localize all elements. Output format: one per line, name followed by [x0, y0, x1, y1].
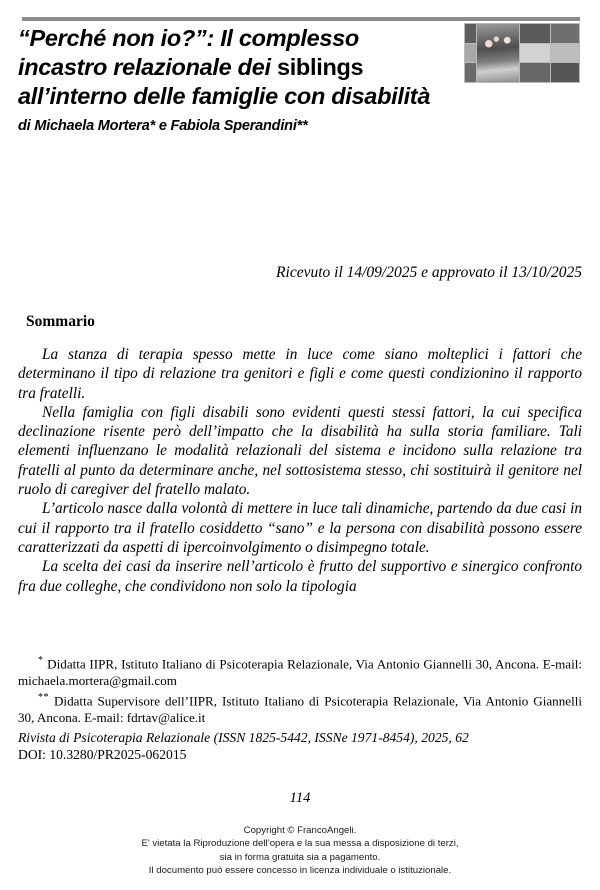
footnote-marker: ** — [38, 691, 49, 703]
received-approved-line: Ricevuto il 14/09/2025 e approvato il 13/10/2025 — [276, 264, 582, 281]
abstract-paragraph: La stanza di terapia spesso mette in luce come siano molteplici i fattori che determinano il tipo di relazione tra genitori e figli e come questi condizionino il rapporto tra fratelli. — [18, 346, 582, 402]
journal-citation: Rivista di Psicoterapia Relazionale (ISSN 1825-5442, ISSNe 1971-8454), 2025, 62 — [18, 730, 469, 745]
title-block — [18, 24, 582, 136]
copyright-line: E' vietata la Riproduzione dell’opera e la sua messa a disposizione di terzi, — [141, 838, 459, 850]
header-rule — [22, 17, 580, 21]
footnotes-block — [18, 653, 582, 726]
page-number: 114 — [289, 790, 311, 806]
footnote-item — [18, 690, 582, 727]
footnote-text: Didatta Supervisore dell’IIPR, Istituto Italiano di Psicoterapia Relazionale, Via Antonio Giannelli 30, Ancona. E-mail: fdrtav@alice.it — [18, 692, 582, 725]
abstract-heading: Sommario — [26, 313, 95, 330]
abstract-paragraph: L’articolo nasce dalla volontà di mettere in luce tali dinamiche, partendo da due casi in cui il rapporto tra il fratello cosiddetto “sano” e la persona con disabilità possono essere caratterizzati da aspetti di ipercoinvolgimento o disimpegno totale. — [18, 500, 582, 556]
footnote-text: Didatta IIPR, Istituto Italiano di Psicoterapia Relazionale, Via Antonio Giannelli 30, Ancona. E-mail: michaela.mortera@gmail.com — [18, 656, 582, 688]
journal-info-block — [18, 729, 582, 763]
article-byline: di Michaela Mortera* e Fabiola Sperandini** — [18, 118, 308, 134]
article-title-line-1: “Perché non io?”: Il complesso — [18, 25, 359, 51]
abstract-paragraph: La scelta dei casi da inserire nell’articolo è frutto del supportivo e sinergico confronto fra due colleghe, che condividono non solo la tipologia — [18, 558, 582, 595]
footnote-item — [18, 653, 582, 690]
abstract-body — [18, 345, 582, 596]
footnote-marker: * — [38, 655, 44, 666]
journal-doi: DOI: 10.3280/PR2025-062015 — [18, 747, 187, 762]
article-title-line-2 — [18, 53, 582, 82]
copyright-footer — [0, 824, 600, 878]
copyright-line: sia in forma gratuita sia a pagamento. — [219, 851, 381, 863]
article-title-line-2-italic: incastro relazionale dei — [18, 54, 277, 80]
article-title-keyword-siblings: siblings — [276, 54, 364, 80]
copyright-line: Il documento può essere concesso in licenza individuale o istituzionale. — [148, 865, 452, 877]
abstract-paragraph: Nella famiglia con figli disabili sono evidenti questi stessi fattori, la cui specifica declinazione risente però dell’impatto che la disabilità ha sulla storia familiare. Tali elementi influenzano le modalità relazionali del sistema e incidono sulla relazione tra fratelli al punto da determinare anche, nel sottosistema stesso, chi sostituirà il genitore nel ruolo di caregiver del fratello malato. — [18, 403, 582, 499]
copyright-line: Copyright © FrancoAngeli. — [243, 825, 357, 836]
article-title-line-3: all’interno delle famiglie con disabilità — [18, 83, 431, 109]
